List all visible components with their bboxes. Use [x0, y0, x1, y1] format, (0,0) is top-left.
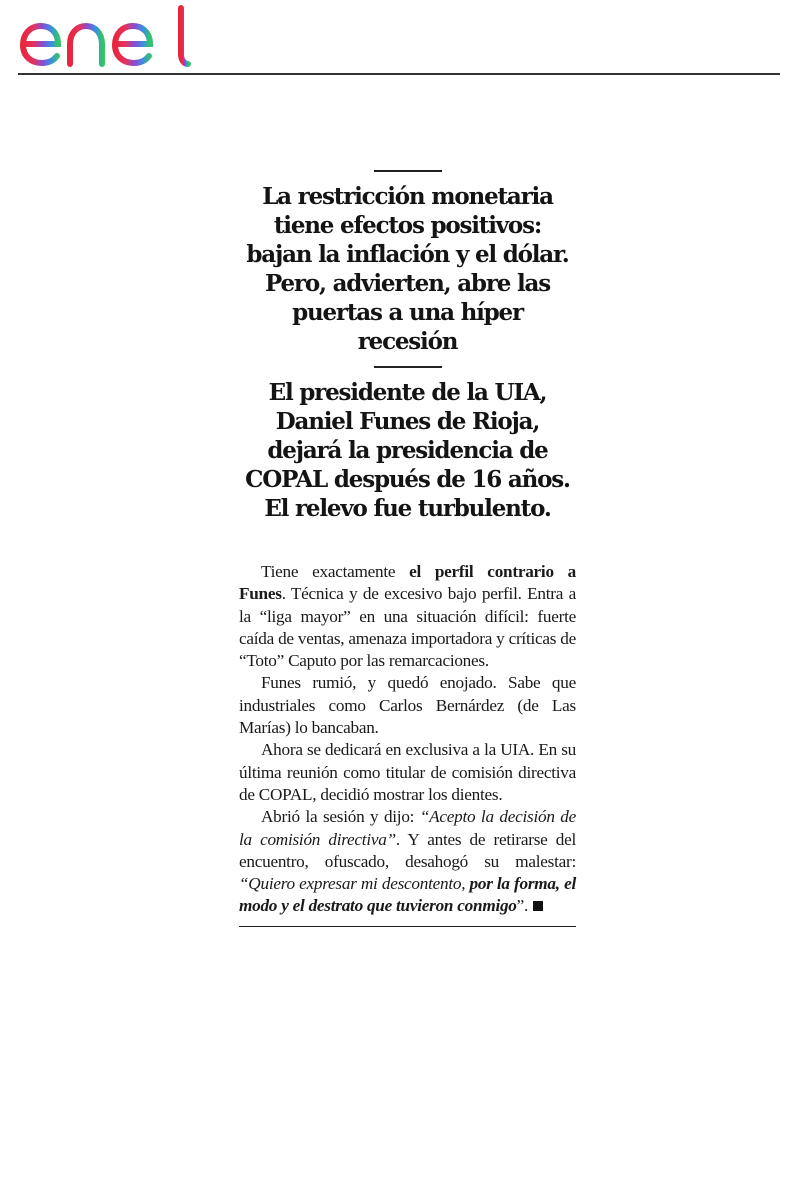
- headline-1: La restricción monetaria tiene efectos positivos: bajan la inflación y el dólar. Pero, advierten, abre las puertas a una híper recesión: [246, 183, 569, 355]
- quote-1: “Acepto la decisión de la comisión directiva”: [239, 807, 576, 849]
- paragraph-1-bold: el perfil contrario a Funes: [239, 562, 576, 604]
- article-body: [239, 561, 576, 918]
- quote-2-start: “Quiero expresar mi descontento,: [239, 874, 470, 894]
- paragraph-3: Ahora se dedicará en exclusiva a la UIA. En su última reunión como titular de comisión directiva de COPAL, decidió mostrar los dientes.: [239, 740, 576, 804]
- paragraph-1: [239, 561, 576, 672]
- quote-2-bold: por la forma, el modo y el destrato que tuvieron conmigo: [239, 874, 576, 916]
- end-mark-icon: [533, 901, 543, 911]
- news-clipping: [239, 160, 576, 927]
- enel-logo-icon: [18, 4, 193, 70]
- headline-divider-top: [374, 170, 442, 172]
- paragraph-4-middle: . Y antes de retirarse del encuentro, ofuscado, desahogó su malestar:: [239, 829, 576, 871]
- quote-2-end: ”.: [516, 896, 529, 916]
- paragraph-4: [239, 806, 576, 917]
- bottom-divider: [239, 926, 576, 927]
- paragraph-4-lead: Abrió la sesión y dijo:: [261, 807, 420, 827]
- headline-2: El presidente de la UIA, Daniel Funes de Rioja, dejará la presidencia de COPAL después de 16 años. El relevo fue turbulento.: [245, 379, 570, 522]
- paragraph-1-lead: Tiene exactamente: [261, 562, 410, 581]
- header-divider: [18, 73, 780, 75]
- paragraph-2: Funes rumió, y quedó enojado. Sabe que industriales como Carlos Bernárdez (de Las Marías) lo bancaban.: [239, 673, 576, 738]
- paragraph-1-rest: . Técnica y de excesivo bajo perfil. Entra a la “liga mayor” en una situación difícil: fuerte caída de ventas, amenaza importadora y críticas de “Toto” Caputo por las remarcaciones.: [239, 584, 576, 671]
- headline-divider-middle: [374, 366, 442, 368]
